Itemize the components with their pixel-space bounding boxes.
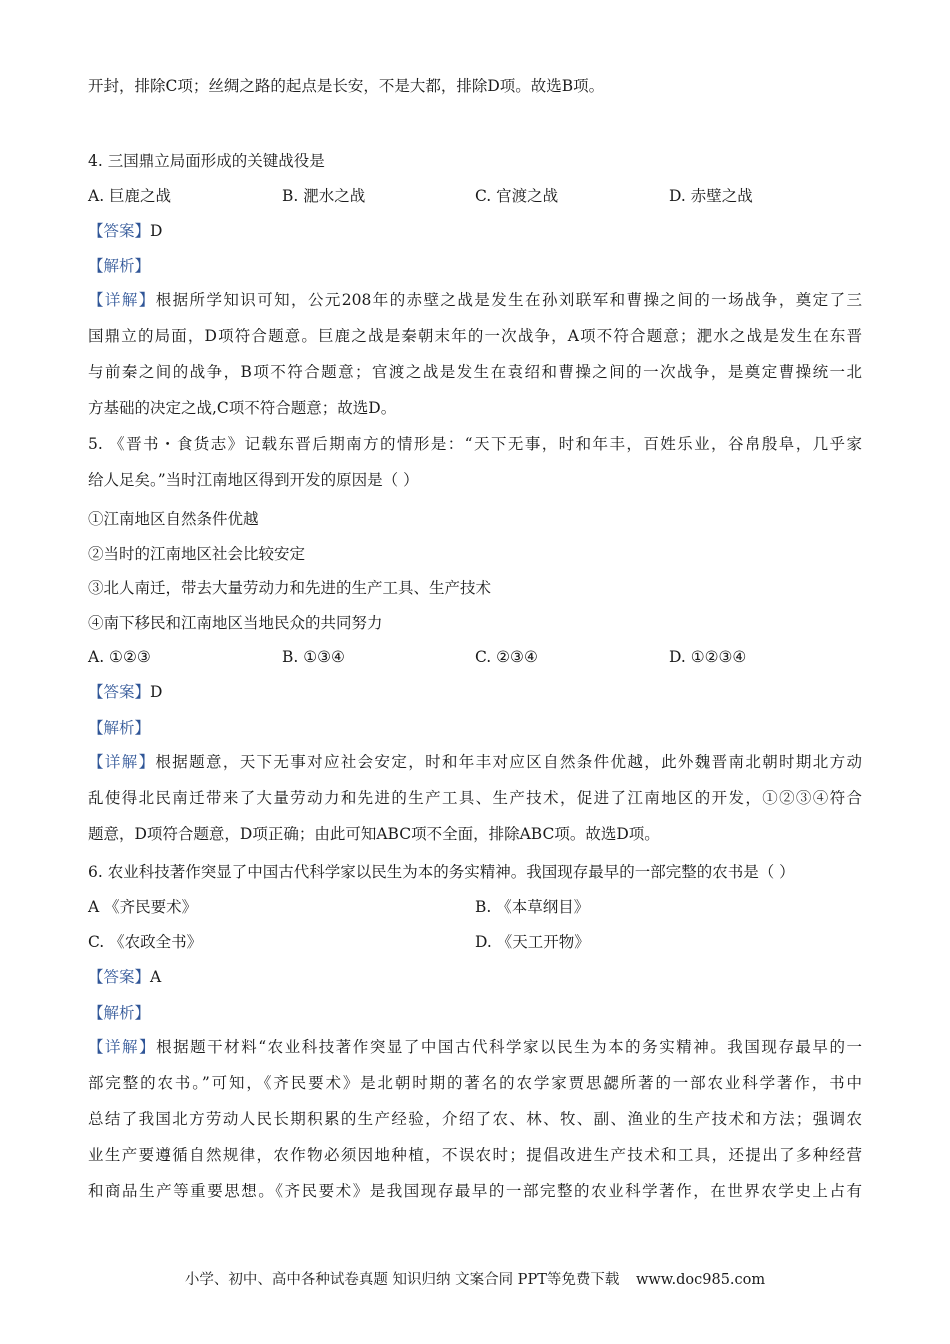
q5-option-c: C. ②③④: [475, 648, 538, 666]
footer-site-link[interactable]: www.doc985.com: [635, 1272, 766, 1288]
q4-analysis-label: 【解析】: [88, 257, 151, 275]
page-footer: [0, 1270, 950, 1290]
detail-text: 根据题干材料“农业科技著作突显了中国古代科学家以民生为本的务实精神。我国现存最早的一: [156, 1038, 862, 1056]
q6-option-c: C. 《农政全书》: [88, 933, 203, 951]
q5-analysis-label: 【解析】: [88, 719, 151, 737]
q4-detail-line: 国鼎立的局面，D项符合题意。巨鹿之战是秦朝末年的一次战争，A项不符合题意；淝水之战是发生在东晋: [88, 327, 862, 345]
detail-label: 【详解】: [88, 291, 156, 309]
answer-value: D: [150, 683, 163, 701]
q6-option-d: D. 《天工开物》: [475, 933, 590, 951]
q5-detail-line: 题意，D项符合题意，D项正确；由此可知ABC项不全面，排除ABC项。故选D项。: [88, 825, 660, 843]
q5-answer: [88, 682, 162, 702]
q4-option-c: C. 官渡之战: [475, 187, 559, 205]
q6-detail-line: 部完整的农书。”可知，《齐民要术》是北朝时期的著名的农学家贾思勰所著的一部农业科学著作，书中: [88, 1074, 862, 1092]
q4-detail-line: [88, 290, 862, 310]
detail-label: 【详解】: [88, 753, 156, 771]
answer-label: 【答案】: [88, 968, 151, 986]
q4-option-d: D. 赤壁之战: [669, 187, 753, 205]
q6-analysis-label: 【解析】: [88, 1004, 151, 1022]
q4-detail-line: 与前秦之间的战争，B项不符合题意；官渡之战是发生在袁绍和曹操之间的一次战争，是奠定曹操统一北: [88, 363, 862, 381]
q5-option-d: D. ①②③④: [669, 648, 747, 666]
footer-text: 小学、初中、高中各种试卷真题 知识归纳 文案合同 PPT等免费下载: [184, 1272, 620, 1288]
q6-detail-line: 和商品生产等重要思想。《齐民要术》是我国现存最早的一部完整的农业科学著作，在世界农学史上占有: [88, 1182, 862, 1200]
q5-option-b: B. ①③④: [282, 648, 345, 666]
question-4-stem: 4. 三国鼎立局面形成的关键战役是: [88, 152, 325, 170]
text-line: 开封，排除C项；丝绸之路的起点是长安，不是大都，排除D项。故选B项。: [88, 77, 605, 95]
q6-detail-line: [88, 1037, 862, 1057]
q5-item-2: ②当时的江南地区社会比较安定: [88, 545, 306, 563]
answer-value: A: [150, 968, 162, 986]
q5-item-3: ③北人南迁，带去大量劳动力和先进的生产工具、生产技术: [88, 579, 492, 597]
q5-detail-line: [88, 752, 862, 772]
answer-label: 【答案】: [88, 683, 151, 701]
q5-item-4: ④南下移民和江南地区当地民众的共同努力: [88, 614, 383, 632]
q6-detail-line: 业生产要遵循自然规律，农作物必须因地种植，不误农时；提倡改进生产技术和工具，还提出了多种经营: [88, 1146, 862, 1164]
question-5-stem: 5. 《晋书・食货志》记载东晋后期南方的情形是：“天下无事，时和年丰，百姓乐业，谷帛殷阜，几乎家: [88, 435, 862, 453]
q4-option-a: A. 巨鹿之战: [88, 187, 172, 205]
q6-option-a: A 《齐民要术》: [88, 898, 198, 916]
q4-answer: [88, 221, 162, 241]
detail-label: 【详解】: [88, 1038, 157, 1056]
q6-answer: [88, 967, 161, 987]
q5-option-a: A. ①②③: [88, 648, 151, 666]
q4-option-b: B. 淝水之战: [282, 187, 366, 205]
q4-detail-line: 方基础的决定之战,C项不符合题意；故选D。: [88, 399, 397, 417]
question-5-stem: 给人足矣。”当时江南地区得到开发的原因是（ ）: [88, 471, 419, 489]
answer-value: D: [150, 222, 163, 240]
q5-detail-line: 乱使得北民南迁带来了大量劳动力和先进的生产工具、生产技术，促进了江南地区的开发，①②③④符合: [88, 789, 862, 807]
question-6-stem: 6. 农业科技著作突显了中国古代科学家以民生为本的务实精神。我国现存最早的一部完整的农书是（ ）: [88, 863, 795, 881]
detail-text: 根据题意，天下无事对应社会安定，时和年丰对应区自然条件优越，此外魏晋南北朝时期北方动: [155, 753, 862, 771]
detail-text: 根据所学知识可知，公元208年的赤壁之战是发生在孙刘联军和曹操之间的一场战争，奠定了三: [155, 291, 862, 309]
q6-option-b: B. 《本草纲目》: [475, 898, 590, 916]
answer-label: 【答案】: [88, 222, 151, 240]
q6-detail-line: 总结了我国北方劳动人民长期积累的生产经验，介绍了农、林、牧、副、渔业的生产技术和方法；强调农: [88, 1110, 862, 1128]
q5-item-1: ①江南地区自然条件优越: [88, 510, 259, 528]
